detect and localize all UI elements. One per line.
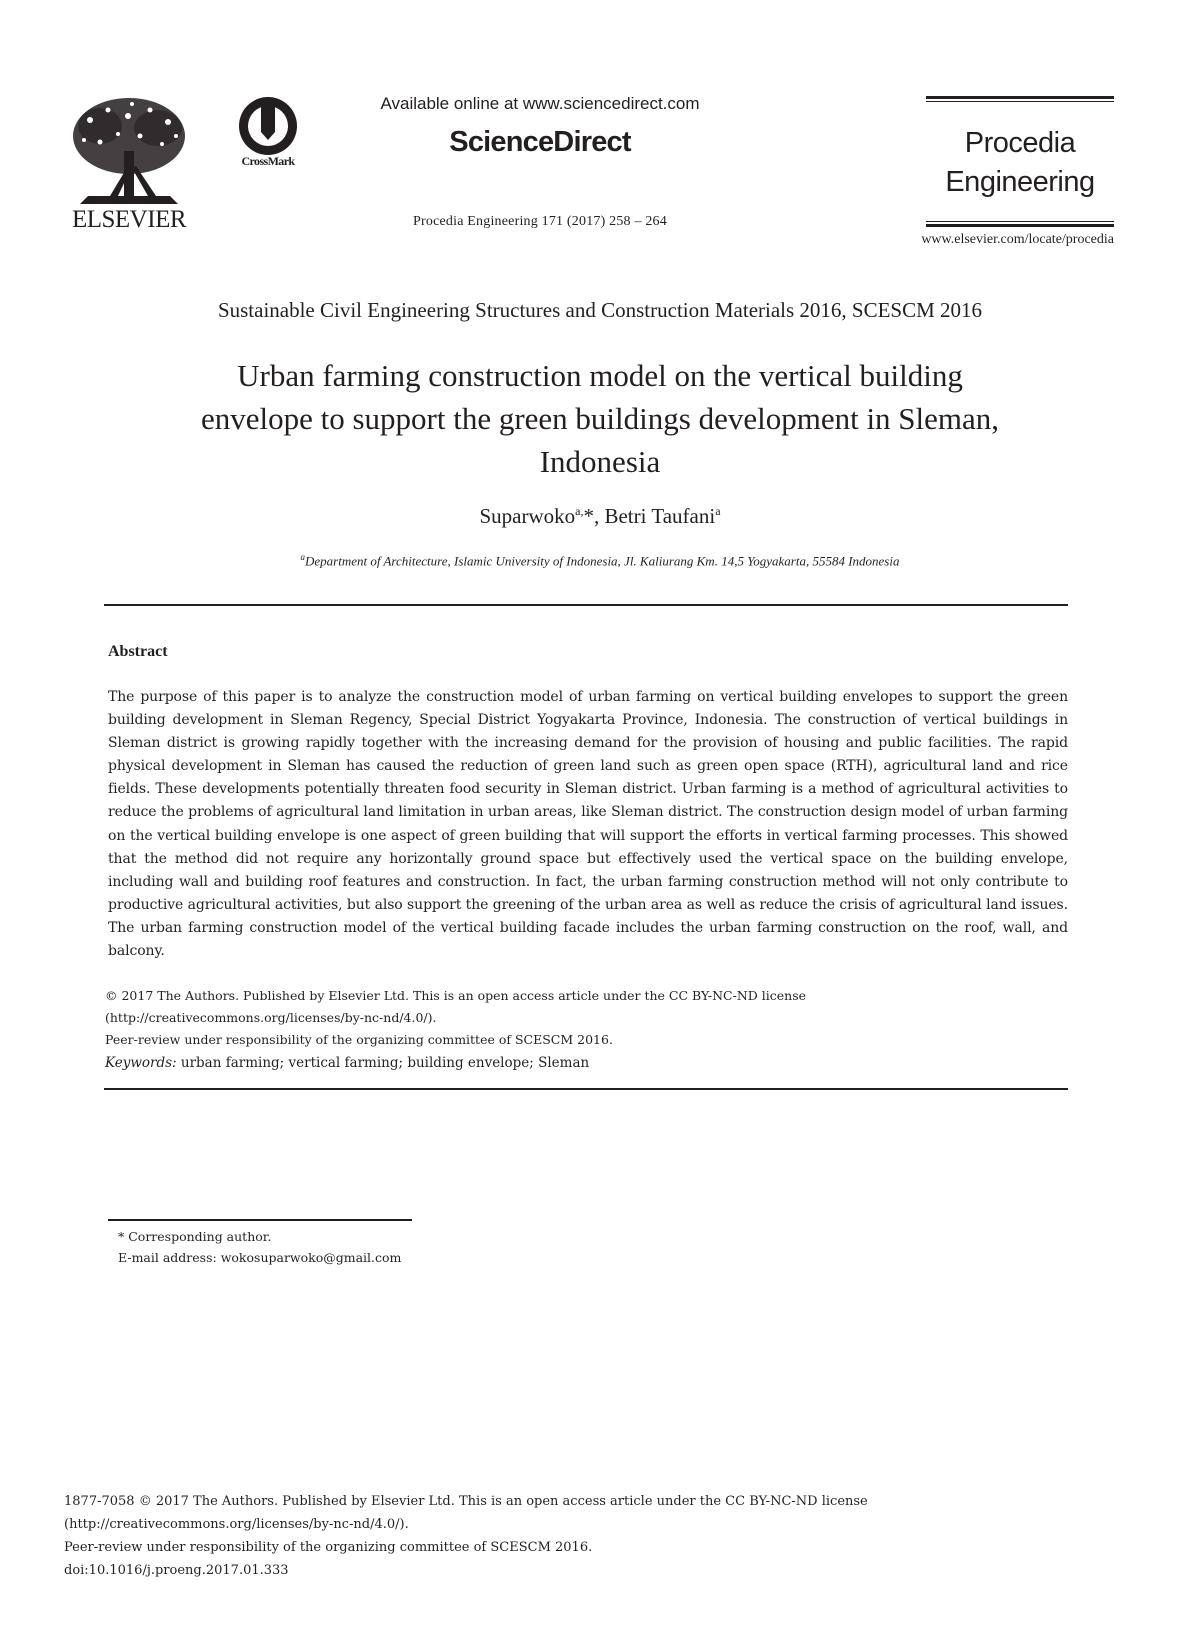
license-link[interactable]: (http://creativecommons.org/licenses/by-nc-nd/4.0/). — [105, 1010, 437, 1025]
journal-homepage-link[interactable]: www.elsevier.com/locate/procedia — [921, 232, 1114, 247]
corresponding-mark[interactable]: * — [583, 504, 594, 528]
header-rule — [926, 221, 1114, 222]
conference-name: Sustainable Civil Engineering Structures and Construction Materials 2016, SCESCM 2016 — [217, 298, 983, 322]
keywords — [105, 1052, 1065, 1074]
journal-reference: Procedia Engineering 171 (2017) 258 – 264 — [413, 214, 667, 229]
journal-name-line: Engineering — [945, 166, 1095, 198]
author-name: Betri Taufani — [604, 504, 716, 528]
affiliation — [100, 552, 1100, 569]
author-affiliation-mark: a, — [575, 504, 584, 518]
publisher-name: ELSEVIER — [71, 206, 187, 233]
paper-title — [100, 354, 1100, 483]
platform-name: ScienceDirect — [449, 126, 631, 158]
keywords-label: Keywords: — [105, 1055, 177, 1071]
abstract-bottom-rule — [104, 1088, 1068, 1090]
abstract-top-rule — [104, 604, 1068, 606]
issn-copyright-line: 1877-7058 © 2017 The Authors. Published by Elsevier Ltd. This is an open access article under the CC BY-NC-ND license — [64, 1494, 868, 1509]
keywords-list: urban farming; vertical farming; building envelope; Sleman — [176, 1055, 590, 1071]
corresponding-author-note: * Corresponding author. — [118, 1229, 272, 1244]
author-name: Suparwoko — [479, 504, 576, 528]
abstract-heading: Abstract — [108, 643, 168, 660]
crossmark-label: CrossMark — [241, 154, 295, 168]
elsevier-tree-logo — [70, 96, 188, 208]
peer-review-note: Peer-review under responsibility of the organizing committee of SCESCM 2016. — [105, 1032, 613, 1047]
title-line: envelope to support the green buildings development in Sleman, — [200, 401, 1000, 436]
journal-name-line: Procedia — [964, 127, 1076, 159]
affiliation-text: Department of Architecture, Islamic University of Indonesia, Jl. Kaliurang Km. 14,5 Yogyakarta, 55584 Indonesia — [305, 553, 900, 569]
author-list — [100, 504, 1100, 529]
copyright-line: © 2017 The Authors. Published by Elsevier Ltd. This is an open access article under the CC BY-NC-ND license — [105, 988, 807, 1003]
available-online: Available online at www.sciencedirect.com — [380, 94, 700, 113]
doi-link[interactable]: doi:10.1016/j.proeng.2017.01.333 — [64, 1563, 289, 1578]
tree-icon — [70, 96, 188, 208]
header-rule — [926, 101, 1114, 102]
footnote-rule — [108, 1219, 412, 1221]
crossmark-icon — [232, 96, 304, 158]
journal-name — [926, 124, 1114, 202]
peer-review-note: Peer-review under responsibility of the organizing committee of SCESCM 2016. — [64, 1540, 593, 1555]
affiliation-mark: a — [300, 552, 306, 562]
header-rule — [926, 96, 1114, 99]
title-line: Urban farming construction model on the vertical building — [237, 358, 963, 393]
author-separator: , — [593, 504, 605, 528]
author-affiliation-mark: a — [715, 504, 721, 518]
license-link[interactable]: (http://creativecommons.org/licenses/by-nc-nd/4.0/). — [64, 1517, 409, 1532]
abstract-body: The purpose of this paper is to analyze the construction model of urban farming on vertical building envelopes to support the green building development in Sleman Regency, Special District Yogyakarta Province, Indonesia. The construction of vertical buildings in Sleman district is growing rapidly together with the increasing demand for the provision of housing and public facilities. The rapid physical development in Sleman has caused the reduction of green land such as green open space (RTH), agricultural land and rice fields. These developments potentially threaten food security in Sleman district. Urban farming is a method of agricultural activities to reduce the problems of agricultural land limitation in urban areas, like Sleman district. The construction design model of urban farming on the vertical building envelope is one aspect of green building that will support the efforts in vertical farming processes. This showed that the method did not require any horizontally ground space but effectively used the vertical space on the building envelope, including wall and building roof features and construction. In fact, the urban farming construction method will not only contribute to productive agricultural activities, but also support the greening of the urban area as well as reduce the crisis of agricultural land issues. The urban farming construction model of the vertical building facade includes the urban farming construction on the roof, wall, and balcony. — [108, 689, 1068, 960]
author-email[interactable]: E-mail address: wokosuparwoko@gmail.com — [118, 1250, 402, 1265]
header-rule — [926, 224, 1114, 227]
title-line: Indonesia — [539, 444, 661, 479]
